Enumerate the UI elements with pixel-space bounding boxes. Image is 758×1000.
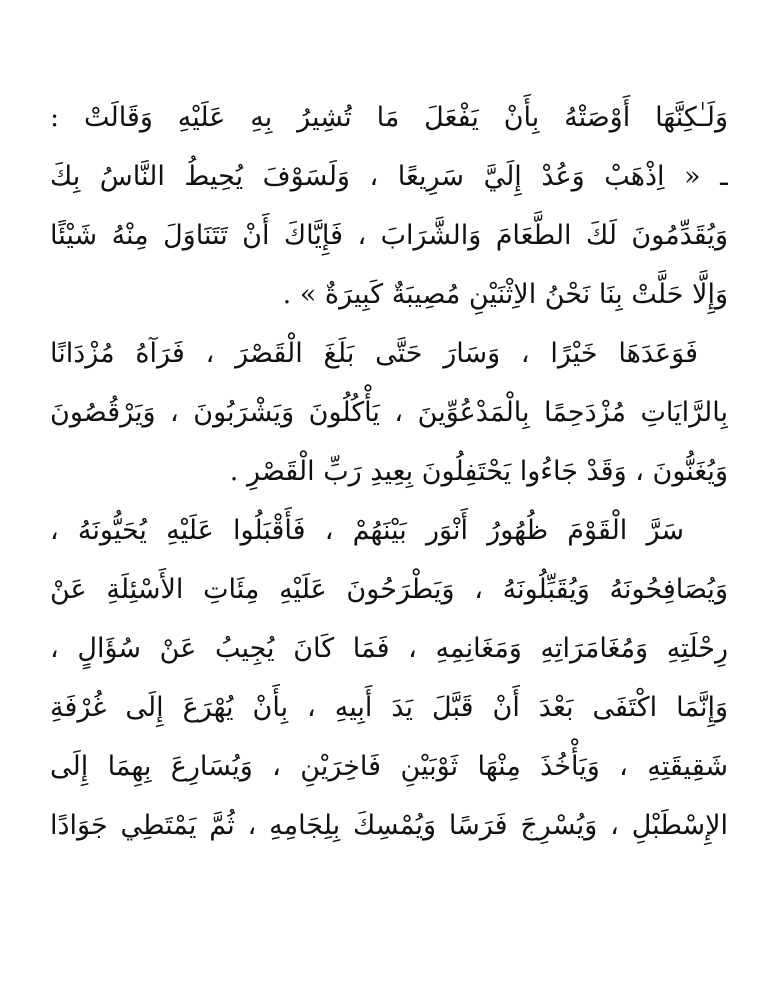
text-line-12: شَقِيقَتِهِ ، وَيَأْخُذَ مِنْهَا ثَوْبَيْنِ فَاخِرَيْنِ ، وَيُسَارِعَ بِهِمَا إِلَى <box>50 751 728 782</box>
text-line-9: وَيُصَافِحُونَهُ وَيُقَبِّلُونَهُ ، وَيَطْرَحُونَ عَلَيْهِ مِئَاتِ الأَسْئِلَةِ عَنْ <box>50 574 728 605</box>
text-line-6: بِالرَّايَاتِ مُزْدَحِمًا بِالْمَدْعُوِّينَ ، يَأْكُلُونَ وَيَشْرَبُونَ ، وَيَرْقُصُونَ <box>50 397 728 428</box>
text-line-1: وَلَـٰكِنَّهَا أَوْصَتْهُ بِأَنْ يَفْعَلَ مَا تُشِيرُ بِهِ عَلَيْهِ وَقَالَتْ : <box>50 102 728 133</box>
text-line-8: سَرَّ الْقَوْمَ ظُهُورُ أَنْوَر بَيْنَهُمْ ، فَأَقْبَلُوا عَلَيْهِ يُحَيُّونَهُ ، <box>50 515 684 546</box>
text-line-11: وَإِنَّمَا اكْتَفَى بَعْدَ أَنْ قَبَّلَ يَدَ أَبِيهِ ، بِأَنْ يُهْرَعَ إِلَى غُرْفَةِ <box>50 692 728 723</box>
text-line-4: وَإِلَّا حَلَّتْ بِنَا نَحْنُ الاِثْنَيْنِ مُصِيبَةٌ كَبِيرَةٌ » . <box>282 279 728 310</box>
text-line-2: ـ « اِذْهَبْ وَعُدْ إِلَيَّ سَرِيعًا ، وَلَسَوْفَ يُحِيطُ النَّاسُ بِكَ <box>50 161 728 192</box>
page-text <box>50 88 728 855</box>
text-line-3: وَيُقَدِّمُونَ لَكَ الطَّعَامَ وَالشَّرَابَ ، فَإِيَّاكَ أَنْ تَتَنَاوَلَ مِنْهُ شَيْئًا <box>50 220 728 251</box>
text-line-7: وَيُغَنُّونَ ، وَقَدْ جَاءُوا يَحْتَفِلُونَ بِعِيدِ رَبِّ الْقَصْرِ . <box>229 456 728 487</box>
text-line-10: رِحْلَتِهِ وَمُغَامَرَاتِهِ وَمَغَانِمِهِ ، فَمَا كَانَ يُجِيبُ عَنْ سُؤَالٍ ، <box>50 633 728 664</box>
text-line-13: الإِسْطَبْلِ ، وَيُسْرِجَ فَرَسًا وَيُمْسِكَ بِلِجَامِهِ ، ثُمَّ يَمْتَطِي جَوَادًا <box>50 810 728 841</box>
text-line-5: فَوَعَدَهَا خَيْرًا ، وَسَارَ حَتَّى بَلَغَ الْقَصْرَ ، فَرَآهُ مُزْدَانًا <box>50 338 698 369</box>
